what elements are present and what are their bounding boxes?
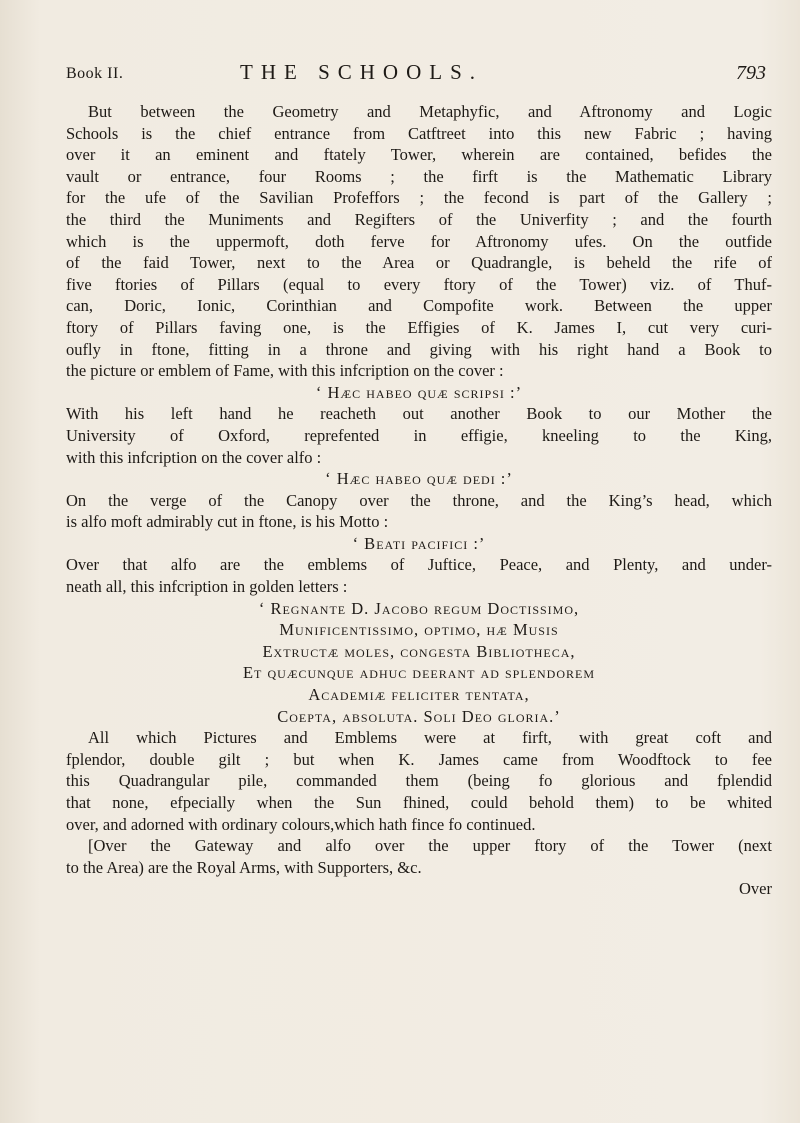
golden-inscription-line: ‘ Regnante D. Jacobo regum Doctissimo,	[258, 598, 580, 618]
golden-inscription-line: Coepta, absoluta. Soli Deo gloria.’	[277, 706, 561, 726]
golden-inscription-line: Academiæ feliciter tentata,	[308, 685, 530, 705]
body-text	[66, 101, 772, 900]
text-line: On the verge of the Canopy over the throne, and the King’s head, which	[66, 490, 772, 510]
page-number: 793	[736, 62, 766, 84]
text-line: that none, efpecially when the Sun fhined, could behold them) to be whited	[66, 793, 772, 812]
text-line: oufly in ftone, fitting in a throne and giving with his right hand a Book to	[66, 339, 772, 359]
text-line: But between the Geometry and Metaphyfic, and Aftronomy and Logic	[88, 102, 772, 121]
inscription-line: ‘ Hæc habeo quæ scripsi :’	[315, 382, 523, 402]
text-line: which is the uppermoft, doth ferve for Aftronomy ufes. On the outfide	[66, 231, 772, 251]
text-line: fplendor, double gilt ; but when K. James came from Woodftock to fee	[66, 749, 772, 769]
text-line: to the Area) are the Royal Arms, with Supporters, &c.	[66, 857, 422, 877]
inscription-line: ‘ Hæc habeo quæ dedi :’	[325, 469, 513, 489]
catchword: Over	[739, 879, 772, 899]
text-line: for the ufe of the Savilian Profeffors ; the fecond is part of the Gallery ;	[66, 188, 772, 208]
chapter-title: THE SCHOOLS.	[240, 60, 484, 84]
text-line: vault or entrance, four Rooms ; the firft is the Mathematic Library	[66, 166, 772, 186]
text-line: this Quadrangular pile, commanded them (being fo glorious and fplendid	[66, 771, 772, 791]
golden-inscription-line: Extructæ moles, congesta Bibliotheca,	[262, 641, 576, 661]
text-line: Over that alfo are the emblems of Juftice, Peace, and Plenty, and under-	[66, 555, 772, 575]
text-line: over, and adorned with ordinary colours,which hath fince fo continued.	[66, 814, 536, 834]
text-line: All which Pictures and Emblems were at firft, with great coft and	[88, 728, 772, 748]
text-line: With his left hand he reacheth out another Book to our Mother the	[66, 404, 772, 424]
golden-inscription-line: Munificentissimo, optimo, hæ Musis	[279, 620, 559, 640]
running-header	[66, 60, 766, 90]
text-line: the third the Muniments and Regifters of the Univerfity ; and the fourth	[66, 209, 772, 229]
text-line: ftory of Pillars faving one, is the Effigies of K. James I, cut very curi-	[66, 317, 772, 337]
text-line: five ftories of Pillars (equal to every ftory of the Tower) viz. of Thuf-	[66, 274, 772, 294]
text-line: Schools is the chief entrance from Catftreet into this new Fabric ; having	[66, 123, 772, 143]
text-line: is alfo moft admirably cut in ftone, is his Motto :	[66, 512, 389, 532]
text-line: the picture or emblem of Fame, with this infcription on the cover :	[66, 361, 504, 381]
text-line: can, Doric, Ionic, Corinthian and Compofite work. Between the upper	[66, 296, 772, 316]
golden-inscription-line: Et quæcunque adhuc deerant ad splendorem	[242, 663, 596, 683]
book-label: Book II.	[66, 65, 124, 82]
text-line: over it an eminent and ftately Tower, wherein are contained, befides the	[66, 145, 772, 165]
text-line: [Over the Gateway and alfo over the upper ftory of the Tower (next	[88, 836, 772, 856]
text-line: University of Oxford, reprefented in effigie, kneeling to the King,	[66, 425, 772, 445]
motto-line: ‘ Beati pacifici :’	[352, 533, 486, 553]
text-line: neath all, this infcription in golden letters :	[66, 577, 348, 597]
text-line: with this infcription on the cover alfo :	[66, 447, 322, 467]
text-line: of the faid Tower, next to the Area or Quadrangle, is beheld the rife of	[66, 253, 772, 273]
